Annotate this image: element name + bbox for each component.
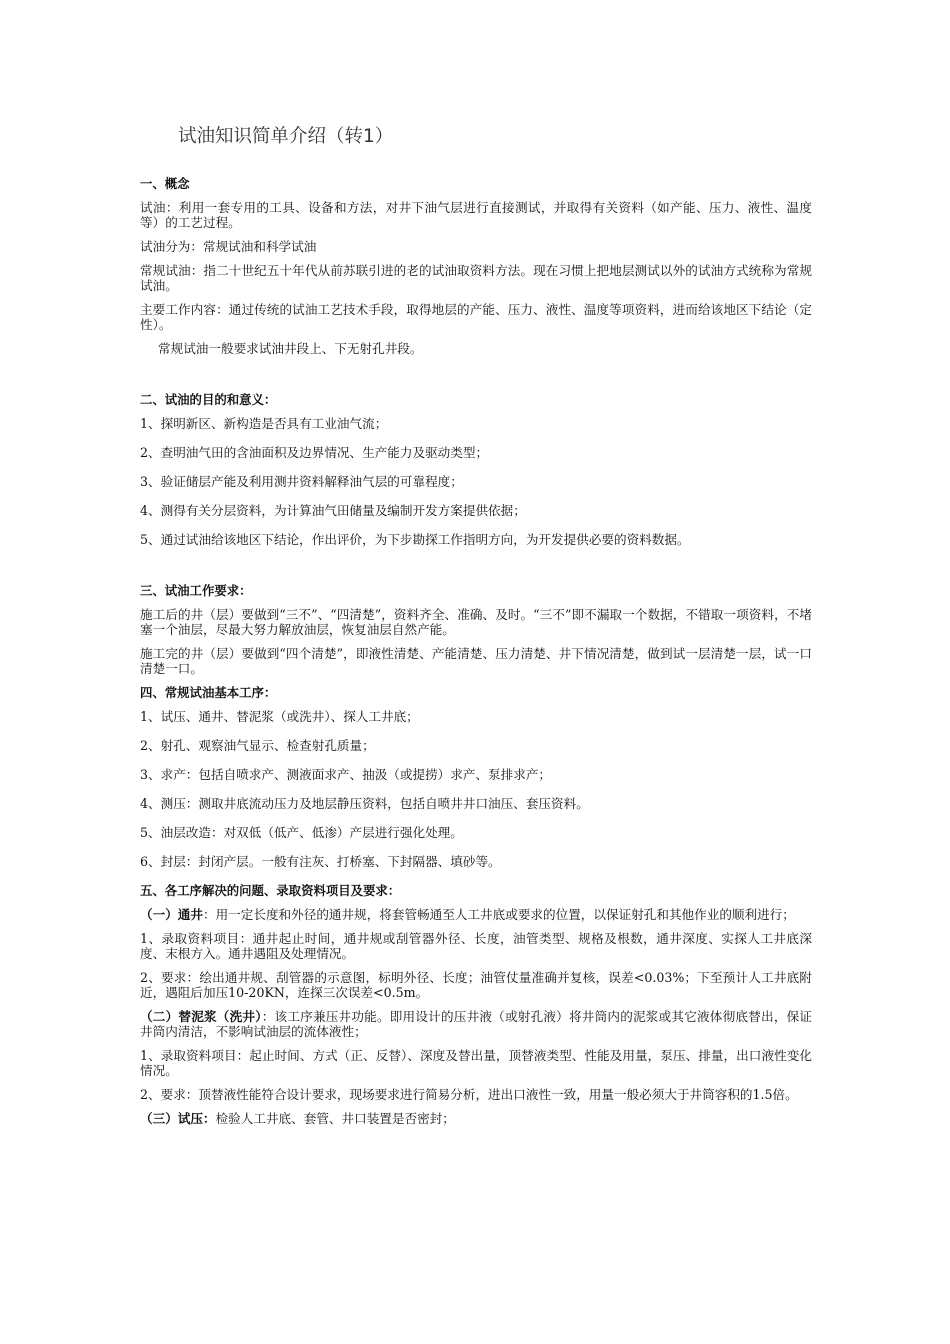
document-title: 试油知识简单介绍（转1） [178,126,394,147]
section-heading-procedures: 四、常规试油基本工序： [140,685,277,700]
list-item: 4、测压：测取井底流动压力及地层静压资料，包括自喷井井口油压、套压资料。 [140,796,589,811]
paragraph: 试油分为：常规试油和科学试油 [140,239,317,254]
subheading-drift: （一）通井 [140,907,203,922]
paragraph: 2、要求：绘出通井规、刮管器的示意图，标明外径、长度；油管仗量准确并复核，误差<0.03%；下至预计人工井底附近，遇阻后加压10-20KN，连探三次误差<0.5m。 [140,970,812,1000]
paragraph: 2、要求：顶替液性能符合设计要求，现场要求进行简易分析，进出口液性一致，用量一般必须大于井筒容积的1.5倍。 [140,1087,798,1102]
section-heading-purpose: 二、试油的目的和意义： [140,392,277,407]
list-item: 6、封层：封闭产层。一般有注灰、打桥塞、下封隔器、填砂等。 [140,854,501,869]
list-item: 3、验证储层产能及利用测井资料解释油气层的可靠程度； [140,474,463,489]
list-item: 5、通过试油给该地区下结论，作出评价，为下步勘探工作指明方向，为开发提供必要的资料数据。 [140,532,690,547]
paragraph: 试油：利用一套专用的工具、设备和方法，对井下油气层进行直接测试，并取得有关资料（如产能、压力、液性、温度等）的工艺过程。 [140,200,812,230]
list-item: 3、求产：包括自喷求产、测液面求产、抽汲（或提捞）求产、泵排求产； [140,767,552,782]
drift-text: ：用一定长度和外径的通井规，将套管畅通至人工井底或要求的位置，以保证射孔和其他作业的顺利进行； [202,907,795,922]
paragraph: 施工完的井（层）要做到“四个清楚”，即液性清楚、产能清楚、压力清楚、井下情况清楚，做到试一层清楚一层，试一口清楚一口。 [140,646,812,676]
subheading-mud-displacement: （二）替泥浆（洗井） [140,1009,262,1024]
document-body [140,176,812,1135]
list-item: 1、试压、通井、替泥浆（或洗井）、探人工井底； [140,709,419,724]
list-item: 1、探明新区、新构造是否具有工业油气流； [140,416,388,431]
list-item: 5、油层改造：对双低（低产、低渗）产层进行强化处理。 [140,825,463,840]
list-item: 4、测得有关分层资料，为计算油气田储量及编制开发方案提供依据； [140,503,526,518]
paragraph: 主要工作内容：通过传统的试油工艺技术手段，取得地层的产能、压力、液性、温度等项资料，进而给该地区下结论（定性）。 [140,302,812,332]
section-heading-issues: 五、各工序解决的问题、录取资料项目及要求： [140,883,401,898]
mud-displacement-text: ：该工序兼压井功能。即用设计的压井液（或射孔液）将井筒内的泥浆或其它液体彻底替出，保证井筒内清洁，不影响试油层的流体液性； [140,1009,813,1039]
paragraph-drift [140,907,812,922]
paragraph: 常规试油一般要求试油井段上、下无射孔井段。 [158,341,423,356]
section-heading-requirements: 三、试油工作要求： [140,583,252,598]
section-heading-concept: 一、概念 [140,176,190,191]
paragraph-mud-displacement [140,1009,812,1039]
list-item: 2、查明油气田的含油面积及边界情况、生产能力及驱动类型； [140,445,489,460]
paragraph: 常规试油：指二十世纪五十年代从前苏联引进的老的试油取资料方法。现在习惯上把地层测试以外的试油方式统称为常规试油。 [140,263,812,293]
subheading-pressure-test: （三）试压： [140,1111,216,1126]
pressure-test-text: 检验人工井底、套管、井口装置是否密封； [215,1111,455,1126]
paragraph-pressure-test [140,1111,812,1126]
list-item: 2、射孔、观察油气显示、检查射孔质量； [140,738,375,753]
paragraph: 施工后的井（层）要做到“三不”、“四清楚”，资料齐全、准确、及时。“三不”即不漏取一个数据，不错取一项资料，不堵塞一个油层，尽最大努力解放油层，恢复油层自然产能。 [140,607,812,637]
paragraph: 1、录取资料项目：起止时间、方式（正、反替）、深度及替出量，顶替液类型、性能及用量，泵压、排量，出口液性变化情况。 [140,1048,812,1078]
paragraph: 1、录取资料项目：通井起止时间，通井规或刮管器外径、长度，油管类型、规格及根数，通井深度、实探人工井底深度、末根方入。通井遇阻及处理情况。 [140,931,812,961]
